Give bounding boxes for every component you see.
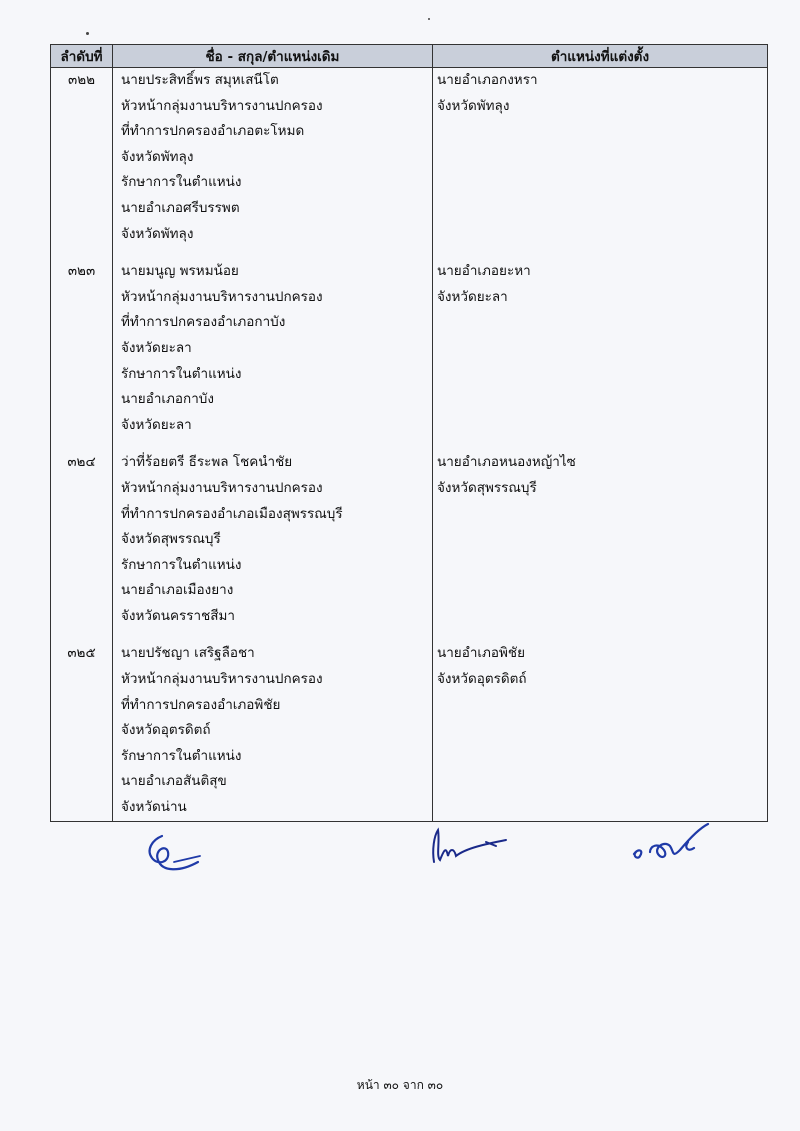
entry-appointment-line: จังหวัดยะลา bbox=[437, 288, 508, 305]
entry-appointment-line: จังหวัดสุพรรณบุรี bbox=[437, 479, 537, 496]
entry-detail-line: หัวหน้ากลุ่มงานบริหารงานปกครอง bbox=[121, 97, 323, 114]
entry-detail-line: ที่ทำการปกครองอำเภอพิชัย bbox=[121, 696, 281, 713]
cell-order bbox=[51, 450, 113, 641]
entry-appointment-line: จังหวัดพัทลุง bbox=[437, 97, 510, 114]
entry-name: นายปรัชญา เสริฐลือชา bbox=[121, 645, 255, 662]
entry-detail-line: นายอำเภอกาบัง bbox=[121, 391, 214, 408]
header-order: ลำดับที่ bbox=[51, 45, 113, 68]
entry-detail-line: หัวหน้ากลุ่มงานบริหารงานปกครอง bbox=[121, 288, 323, 305]
entry-detail-line: รักษาการในตำแหน่ง bbox=[121, 174, 242, 191]
signature-1 bbox=[140, 832, 210, 878]
entry-name: ว่าที่ร้อยตรี ธีระพล โชคนำชัย bbox=[121, 454, 293, 471]
entry-detail-line: รักษาการในตำแหน่ง bbox=[121, 556, 242, 573]
cell-name-old-position bbox=[113, 641, 433, 821]
entry-appointment-line: นายอำเภอยะหา bbox=[437, 263, 531, 280]
entry-appointment-line: นายอำเภอหนองหญ้าไซ bbox=[437, 454, 576, 471]
entry-detail-line: จังหวัดสุพรรณบุรี bbox=[121, 531, 221, 548]
scan-speck bbox=[86, 32, 89, 35]
cell-new-position bbox=[433, 68, 768, 260]
entry-detail-line: ที่ทำการปกครองอำเภอเมืองสุพรรณบุรี bbox=[121, 505, 343, 522]
cell-name-old-position bbox=[113, 259, 433, 450]
cell-order bbox=[51, 259, 113, 450]
entry-appointment-line: นายอำเภอพิชัย bbox=[437, 645, 526, 662]
table-row bbox=[51, 641, 768, 821]
entry-detail-line: นายอำเภอศรีบรรพต bbox=[121, 199, 240, 216]
table-row bbox=[51, 450, 768, 641]
cell-new-position bbox=[433, 641, 768, 821]
header-name-old-position: ชื่อ - สกุล/ตำแหน่งเดิม bbox=[113, 45, 433, 68]
entry-name: นายมนูญ พรหมน้อย bbox=[121, 263, 239, 280]
page-footer: หน้า ๓๐ จาก ๓๐ bbox=[356, 1078, 444, 1092]
entry-detail-line: รักษาการในตำแหน่ง bbox=[121, 365, 242, 382]
cell-name-old-position bbox=[113, 450, 433, 641]
entry-detail-line: หัวหน้ากลุ่มงานบริหารงานปกครอง bbox=[121, 479, 323, 496]
entry-detail-line: จังหวัดน่าน bbox=[121, 799, 187, 816]
appointment-table bbox=[50, 44, 768, 822]
entry-number: ๓๒๒ bbox=[67, 72, 96, 88]
entry-detail-line: รักษาการในตำแหน่ง bbox=[121, 747, 242, 764]
table-row bbox=[51, 68, 768, 260]
entry-name: นายประสิทธิ์พร สมุหเสนีโต bbox=[121, 72, 279, 88]
entry-detail-line: ที่ทำการปกครองอำเภอกาบัง bbox=[121, 314, 286, 331]
cell-new-position bbox=[433, 450, 768, 641]
entry-number: ๓๒๓ bbox=[67, 263, 96, 280]
entry-number: ๓๒๕ bbox=[67, 645, 96, 662]
cell-name-old-position bbox=[113, 68, 433, 260]
entry-appointment-line: จังหวัดอุตรดิตถ์ bbox=[437, 671, 527, 688]
entry-appointment-line: นายอำเภอกงหรา bbox=[437, 72, 538, 88]
signature-2 bbox=[426, 826, 516, 868]
entry-detail-line: จังหวัดพัทลุง bbox=[121, 148, 194, 165]
entry-detail-line: ที่ทำการปกครองอำเภอตะโหมด bbox=[121, 123, 305, 140]
entry-detail-line: นายอำเภอสันติสุข bbox=[121, 773, 227, 790]
entry-detail-line: จังหวัดนครราชสีมา bbox=[121, 607, 235, 624]
entry-detail-line: นายอำเภอเมืองยาง bbox=[121, 582, 234, 599]
entry-detail-line: หัวหน้ากลุ่มงานบริหารงานปกครอง bbox=[121, 671, 323, 688]
entry-detail-line: จังหวัดยะลา bbox=[121, 339, 192, 356]
entry-detail-line: จังหวัดอุตรดิตถ์ bbox=[121, 722, 211, 739]
signature-3 bbox=[628, 818, 718, 868]
cell-order bbox=[51, 641, 113, 821]
entry-detail-line: จังหวัดพัทลุง bbox=[121, 225, 194, 242]
header-new-position: ตำแหน่งที่แต่งตั้ง bbox=[433, 45, 768, 68]
entry-detail-line: จังหวัดยะลา bbox=[121, 416, 192, 433]
cell-order bbox=[51, 68, 113, 260]
entry-number: ๓๒๔ bbox=[67, 454, 96, 471]
table-row bbox=[51, 259, 768, 450]
cell-new-position bbox=[433, 259, 768, 450]
scan-speck bbox=[428, 18, 430, 20]
table-header-row bbox=[51, 45, 768, 68]
